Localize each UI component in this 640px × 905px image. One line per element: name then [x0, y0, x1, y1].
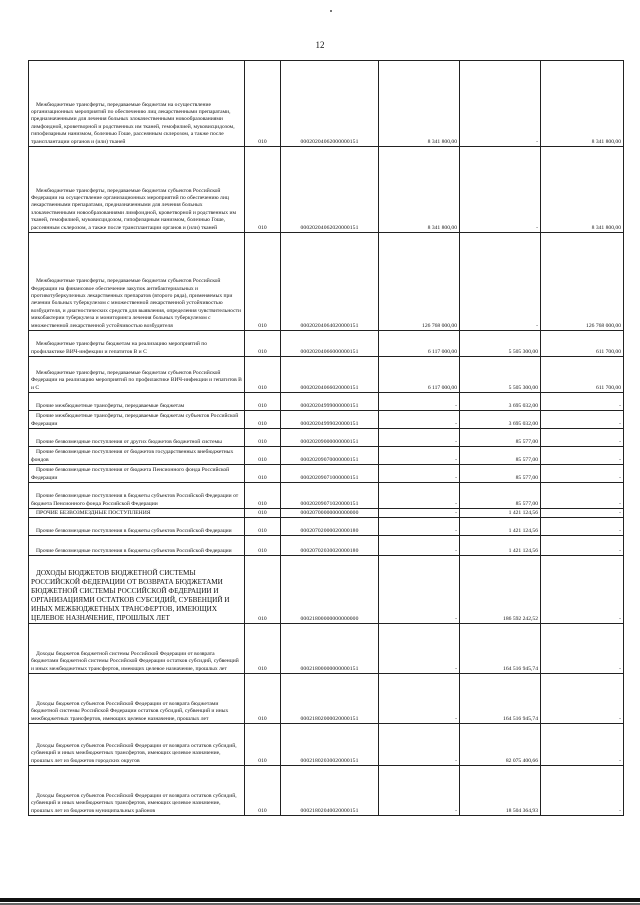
- row-code-cell: 010: [245, 147, 281, 233]
- row-name-cell: [29, 724, 245, 766]
- row-plan-cell: -: [379, 674, 460, 724]
- row-name-text: Доходы бюджетов субъектов Российской Федерации от возврата остатков субсидий, субвенций и иных межбюджетных трансфертов, имеющих целевое назначение, прошлых лет из бюджетов муниципальных районов: [31, 792, 237, 814]
- row-rest-cell: -: [541, 766, 624, 816]
- row-kbk-cell: 00020700000000000000: [281, 509, 379, 518]
- row-plan-cell: 8 341 800,00: [379, 61, 460, 147]
- row-plan-cell: -: [379, 509, 460, 518]
- row-plan-cell: -: [379, 518, 460, 536]
- row-fact-cell: 5 505 300,00: [460, 357, 541, 393]
- row-code-cell: 010: [245, 331, 281, 357]
- row-plan-cell: 6 117 000,00: [379, 357, 460, 393]
- row-rest-cell: -: [541, 447, 624, 465]
- row-rest-cell: 8 341 800,00: [541, 61, 624, 147]
- row-code-cell: 010: [245, 674, 281, 724]
- row-fact-cell: 85 577,00: [460, 465, 541, 483]
- row-fact-cell: 1 421 124,56: [460, 536, 541, 556]
- row-kbk-cell: 00020204066000000151: [281, 331, 379, 357]
- row-name-text: Прочие безвозмездные поступления от других бюджетов бюджетной системы: [36, 438, 222, 445]
- page-number: 12: [315, 40, 325, 50]
- row-rest-cell: -: [541, 429, 624, 447]
- row-plan-cell: -: [379, 393, 460, 411]
- row-kbk-cell: 00020702030020000180: [281, 536, 379, 556]
- row-name-text: Межбюджетные трансферты, передаваемые бюджетам субъектов Российской Федерации на реализацию мероприятий по профилактике ВИЧ-инфекции и гепатитов B и C: [31, 369, 242, 391]
- row-kbk-cell: 00020209071020000151: [281, 483, 379, 509]
- row-plan-cell: -: [379, 429, 460, 447]
- row-plan-cell: -: [379, 766, 460, 816]
- row-fact-cell: 3 695 032,00: [460, 411, 541, 429]
- row-plan-cell: 8 341 800,00: [379, 147, 460, 233]
- row-rest-cell: -: [541, 465, 624, 483]
- row-kbk-cell: 00021802000020000151: [281, 674, 379, 724]
- table-row: [29, 233, 624, 331]
- row-kbk-cell: 00021800000000000151: [281, 624, 379, 674]
- row-code-cell: 010: [245, 509, 281, 518]
- row-code-cell: 010: [245, 233, 281, 331]
- row-plan-cell: 6 117 000,00: [379, 331, 460, 357]
- row-fact-cell: 186 592 242,52: [460, 556, 541, 624]
- row-code-cell: 010: [245, 429, 281, 447]
- table-row: [29, 393, 624, 411]
- row-name-cell: [29, 465, 245, 483]
- table-row: [29, 147, 624, 233]
- row-name-text: Межбюджетные трансферты, передаваемые бюджетам субъектов Российской Федерации на осуществление организационных мероприятий по обеспечению лиц лекарственными препаратами, предназначенными для лечения больных злокачественными новообразованиями лимфоидной, кроветворной и родственных им тканей, гемофилией, муковисцидозом, гипофизарным нанизмом, болезнью Гоше, рассеянным склерозом, а также после трансплантации органов и (или) тканей: [31, 187, 237, 231]
- row-rest-cell: -: [541, 674, 624, 724]
- row-fact-cell: 85 577,00: [460, 429, 541, 447]
- row-name-cell: [29, 674, 245, 724]
- row-kbk-cell: 00020209000000000151: [281, 429, 379, 447]
- row-rest-cell: -: [541, 393, 624, 411]
- row-fact-cell: 1 421 124,56: [460, 518, 541, 536]
- row-fact-cell: 164 516 945,74: [460, 624, 541, 674]
- table-row: [29, 518, 624, 536]
- row-rest-cell: -: [541, 724, 624, 766]
- row-code-cell: 010: [245, 624, 281, 674]
- row-name-cell: [29, 536, 245, 556]
- row-name-cell: [29, 766, 245, 816]
- row-name-text: Межбюджетные трансферты, передаваемые бюджетам на осуществление организационных мероприятий по обеспечению лиц лекарственными препаратами, предназначенными для лечения больных злокачественными новообразованиями лимфоидной, кроветворной и родственных им тканей, гемофилией, муковисцидозом, гипофизарным нанизмом, болезнью Гоше, рассеянным склерозом, а также после трансплантации органов и (или) тканей: [31, 101, 235, 145]
- table-row: [29, 331, 624, 357]
- row-name-cell: [29, 233, 245, 331]
- row-code-cell: 010: [245, 465, 281, 483]
- row-fact-cell: 18 504 364,93: [460, 766, 541, 816]
- row-plan-cell: -: [379, 624, 460, 674]
- table-row: [29, 447, 624, 465]
- row-name-text: Прочие безвозмездные поступления в бюджеты субъектов Российской Федерации от бюджета Пенсионного фонда Российской Федерации: [31, 493, 239, 507]
- revenue-table-body: [29, 61, 624, 816]
- row-code-cell: 010: [245, 61, 281, 147]
- row-code-cell: 010: [245, 483, 281, 509]
- row-code-cell: 010: [245, 536, 281, 556]
- row-name-text: Прочие безвозмездные поступления от бюджетов государственных внебюджетных фондов: [31, 449, 234, 463]
- row-fact-cell: 3 695 032,00: [460, 393, 541, 411]
- row-kbk-cell: 00020204062020000151: [281, 147, 379, 233]
- row-name-cell: [29, 147, 245, 233]
- row-fact-cell: 85 577,00: [460, 447, 541, 465]
- row-name-cell: [29, 447, 245, 465]
- row-plan-cell: -: [379, 411, 460, 429]
- row-name-cell: [29, 357, 245, 393]
- row-rest-cell: -: [541, 556, 624, 624]
- row-rest-cell: -: [541, 518, 624, 536]
- table-row: [29, 509, 624, 518]
- row-name-text: Прочие межбюджетные трансферты, передаваемые бюджетам субъектов Российской Федерации: [31, 413, 239, 427]
- row-plan-cell: -: [379, 447, 460, 465]
- table-row: [29, 556, 624, 624]
- row-kbk-cell: 00021802040020000151: [281, 766, 379, 816]
- row-rest-cell: -: [541, 483, 624, 509]
- row-name-text: Прочие межбюджетные трансферты, передаваемые бюджетам: [36, 402, 185, 409]
- row-kbk-cell: 00020209071000000151: [281, 465, 379, 483]
- table-row: [29, 766, 624, 816]
- table-row: [29, 357, 624, 393]
- row-name-text: Прочие безвозмездные поступления от бюджета Пенсионного фонда Российской Федерации: [31, 467, 230, 481]
- row-name-text: Доходы бюджетов бюджетной системы Российской Федерации от возврата бюджетами бюджетной системы Российской Федерации остатков субсидий, субвенций и иных межбюджетных трансфертов, имеющих целевое назначение, прошлых лет: [31, 650, 239, 672]
- row-name-text: ДОХОДЫ БЮДЖЕТОВ БЮДЖЕТНОЙ СИСТЕМЫ РОССИЙСКОЙ ФЕДЕРАЦИИ ОТ ВОЗВРАТА БЮДЖЕТАМИ БЮДЖЕТНОЙ СИСТЕМЫ РОССИЙСКОЙ ФЕДЕРАЦИИ И ОРГАНИЗАЦИЯМИ ОСТАТКОВ СУБСИДИЙ, СУБВЕНЦИЙ И ИНЫХ МЕЖБЮДЖЕТНЫХ ТРАНСФЕРТОВ, ИМЕЮЩИХ ЦЕЛЕВОЕ НАЗНАЧЕНИЕ, ПРОШЛЫХ ЛЕТ: [31, 569, 230, 622]
- row-kbk-cell: 00020702000020000180: [281, 518, 379, 536]
- row-rest-cell: 8 341 800,00: [541, 147, 624, 233]
- row-kbk-cell: 00020204999000000151: [281, 393, 379, 411]
- row-fact-cell: 5 505 300,00: [460, 331, 541, 357]
- row-name-cell: [29, 393, 245, 411]
- row-kbk-cell: 00020204999020000151: [281, 411, 379, 429]
- row-name-text: Межбюджетные трансферты бюджетам на реализацию мероприятий по профилактике ВИЧ-инфекции и гепатитов B и C: [31, 341, 208, 355]
- scan-speck: [330, 10, 332, 12]
- row-name-cell: [29, 556, 245, 624]
- row-name-cell: [29, 331, 245, 357]
- row-name-text: ПРОЧИЕ БЕЗВОЗМЕЗДНЫЕ ПОСТУПЛЕНИЯ: [36, 509, 151, 516]
- row-fact-cell: 82 075 400,66: [460, 724, 541, 766]
- row-name-cell: [29, 509, 245, 518]
- row-rest-cell: 611 700,00: [541, 331, 624, 357]
- table-row: [29, 465, 624, 483]
- row-plan-cell: 126 768 000,00: [379, 233, 460, 331]
- row-kbk-cell: 00021802030020000151: [281, 724, 379, 766]
- row-rest-cell: -: [541, 536, 624, 556]
- footer-rule: [0, 898, 640, 902]
- row-rest-cell: -: [541, 509, 624, 518]
- row-fact-cell: 85 577,00: [460, 483, 541, 509]
- row-rest-cell: 126 768 000,00: [541, 233, 624, 331]
- row-fact-cell: -: [460, 147, 541, 233]
- row-name-cell: [29, 483, 245, 509]
- row-name-text: Межбюджетные трансферты, передаваемые бюджетам субъектов Российской Федерации на финансовое обеспечение закупок антибактериальных и противотуберкулезных лекарственных препаратов (второго ряда), применяемых при лечении больных туберкулезом с множественной лекарственной устойчивостью возбудителя, и диагностических средств для выявления, определения чувствительности микобактерии туберкулеза и мониторинга лечения больных туберкулезом с множественной лекарственной устойчивостью возбудителя: [31, 278, 242, 329]
- revenue-table: [28, 60, 624, 816]
- row-name-text: Прочие безвозмездные поступления в бюджеты субъектов Российской Федерации: [36, 527, 232, 534]
- row-name-cell: [29, 429, 245, 447]
- table-row: [29, 724, 624, 766]
- row-plan-cell: -: [379, 724, 460, 766]
- table-row: [29, 61, 624, 147]
- row-plan-cell: -: [379, 556, 460, 624]
- table-row: [29, 536, 624, 556]
- row-code-cell: 010: [245, 518, 281, 536]
- row-name-cell: [29, 624, 245, 674]
- row-name-text: Доходы бюджетов субъектов Российской Федерации от возврата остатков субсидий, субвенций и иных межбюджетных трансфертов, имеющих целевое назначение, прошлых лет из бюджетов городских округов: [31, 742, 237, 764]
- row-code-cell: 010: [245, 447, 281, 465]
- row-plan-cell: -: [379, 536, 460, 556]
- row-fact-cell: -: [460, 233, 541, 331]
- row-code-cell: 010: [245, 556, 281, 624]
- row-name-text: Доходы бюджетов субъектов Российской Федерации от возврата бюджетами бюджетной системы Российской Федерации остатков субсидий, субвенций и иных межбюджетных трансфертов, имеющих целевое назначение, прошлых лет: [31, 700, 229, 722]
- row-fact-cell: -: [460, 61, 541, 147]
- row-code-cell: 010: [245, 411, 281, 429]
- row-rest-cell: 611 700,00: [541, 357, 624, 393]
- row-fact-cell: 164 516 945,74: [460, 674, 541, 724]
- table-row: [29, 411, 624, 429]
- row-name-text: Прочие безвозмездные поступления в бюджеты субъектов Российской Федерации: [36, 547, 232, 554]
- row-name-cell: [29, 411, 245, 429]
- table-row: [29, 624, 624, 674]
- row-code-cell: 010: [245, 766, 281, 816]
- row-rest-cell: -: [541, 411, 624, 429]
- row-name-cell: [29, 61, 245, 147]
- row-code-cell: 010: [245, 724, 281, 766]
- row-kbk-cell: 00020204062000000151: [281, 61, 379, 147]
- row-kbk-cell: 00021800000000000000: [281, 556, 379, 624]
- row-plan-cell: -: [379, 483, 460, 509]
- row-name-cell: [29, 518, 245, 536]
- row-rest-cell: -: [541, 624, 624, 674]
- row-fact-cell: 1 421 124,56: [460, 509, 541, 518]
- row-code-cell: 010: [245, 357, 281, 393]
- table-row: [29, 429, 624, 447]
- row-plan-cell: -: [379, 465, 460, 483]
- row-kbk-cell: 00020204066020000151: [281, 357, 379, 393]
- table-row: [29, 483, 624, 509]
- table-row: [29, 674, 624, 724]
- row-kbk-cell: 00020204064020000151: [281, 233, 379, 331]
- row-kbk-cell: 00020209070000000151: [281, 447, 379, 465]
- row-code-cell: 010: [245, 393, 281, 411]
